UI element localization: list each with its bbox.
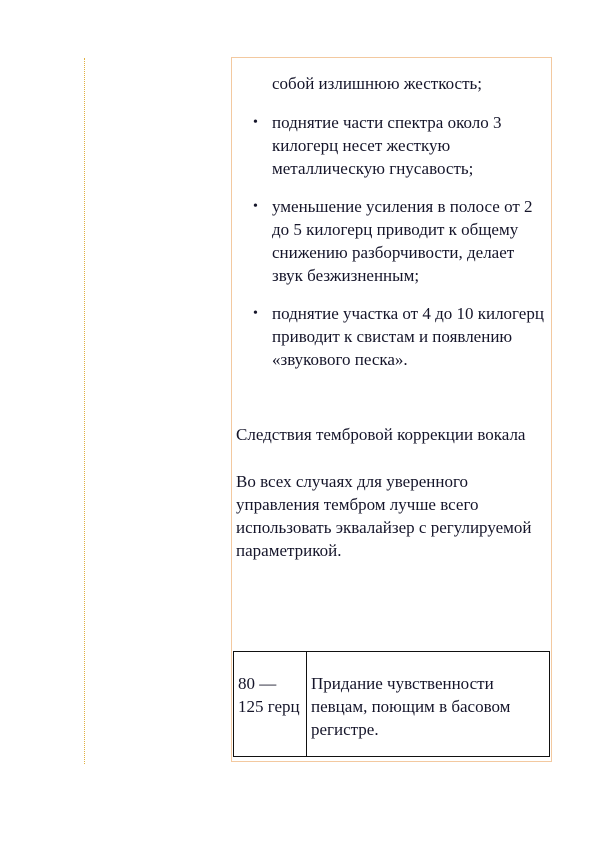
table-cell-frequency: 80 — 125 герц (234, 652, 307, 757)
list-item (236, 195, 548, 287)
table-row (234, 652, 550, 757)
document-body (236, 72, 548, 576)
bullet-list (236, 111, 548, 371)
bullet-icon: • (253, 199, 258, 214)
table-cell-description: Придание чувственности певцам, поющим в басовом регистре. (307, 652, 550, 757)
bullet-icon: • (253, 115, 258, 130)
left-margin-rule (84, 58, 85, 764)
list-item-text: поднятие части спектра около 3 килогерц несет жесткую металлическую гнусавость; (272, 113, 502, 178)
list-item-text: поднятие участка от 4 до 10 килогерц приводит к свистам и появлению «звукового песка». (272, 304, 544, 369)
section-heading: Следствия тембровой коррекции вокала (236, 425, 526, 444)
body-paragraph: Во всех случаях для уверенного управления тембром лучше всего использовать эквалайзер с регулируемой параметрикой. (236, 472, 532, 560)
continuation-text: собой излишнюю жесткость; (272, 74, 483, 93)
list-item (236, 111, 548, 180)
bullet-icon: • (253, 306, 258, 321)
list-item-text: уменьшение усиления в полосе от 2 до 5 килогерц приводит к общему снижению разборчивости, делает звук безжизненным; (272, 197, 533, 285)
list-item (236, 302, 548, 371)
frequency-table (233, 651, 550, 757)
